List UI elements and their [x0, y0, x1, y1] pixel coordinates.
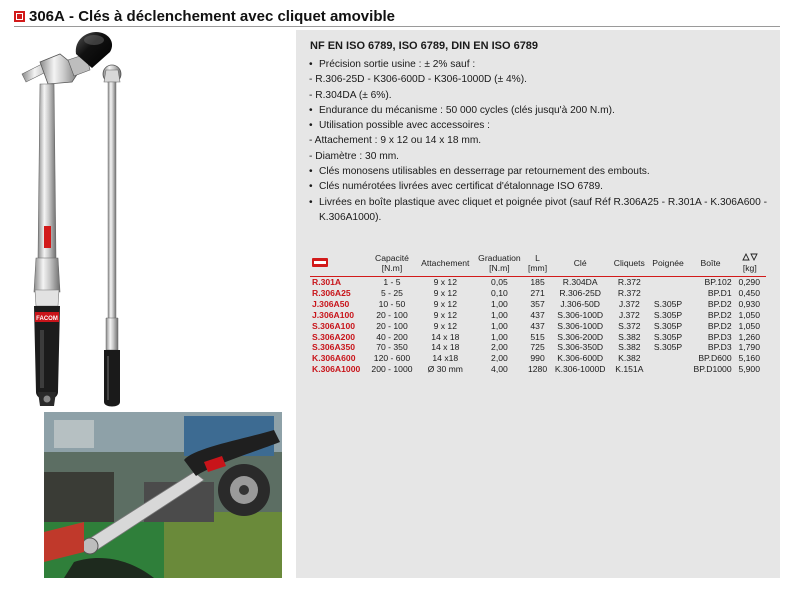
weight-cell: 1,790 [738, 342, 760, 353]
weight-cell: 1,260 [738, 331, 760, 342]
cle-cell: S.306-200D [557, 331, 604, 342]
cle-cell: K.306-600D [557, 353, 604, 364]
graduation-cell: 2,00 [491, 353, 508, 364]
cliquets-cell: S.382 [618, 342, 641, 353]
sd-logo-icon [312, 258, 328, 267]
graduation-cell: 1,00 [491, 320, 508, 331]
weight-cell: 5,160 [738, 353, 760, 364]
capacite-cell: 70 - 350 [376, 342, 408, 353]
title-marker-icon [14, 11, 25, 22]
page-title: - Clés à déclenchement avec cliquet amovible [64, 7, 395, 25]
attachement-cell: 9 x 12 [433, 320, 457, 331]
col-cle: Clé [550, 250, 610, 277]
cle-cell: K.306-1000D [554, 364, 606, 375]
spec-item: • Clés numérotées livrées avec certificat d'étalonnage ISO 6789. [309, 181, 603, 193]
length-cell: 185 [530, 277, 545, 287]
spec-item: - Attachement : 9 x 12 ou 14 x 18 mm. [309, 135, 482, 147]
ref-cell: R.301A [312, 277, 342, 287]
cliquets-cell: S.382 [618, 331, 641, 342]
table-row [310, 342, 766, 353]
cle-cell: R.304DA [562, 277, 598, 287]
spec-item: • Endurance du mécanisme : 50 000 cycles (clés jusqu'à 200 N.m). [309, 104, 615, 116]
boite-cell: BP.D600 [698, 353, 732, 364]
capacite-cell: 40 - 200 [376, 331, 408, 342]
attachement-cell: 9 x 12 [433, 277, 457, 287]
title-code: 306A [29, 7, 65, 25]
cliquets-cell: S.372 [618, 320, 641, 331]
table-row [310, 310, 766, 321]
page-title-bar [14, 6, 780, 27]
col-length: L [mm] [525, 250, 550, 277]
ref-cell: J.306A50 [312, 298, 350, 309]
capacite-cell: 20 - 100 [376, 320, 408, 331]
cliquets-cell: J.372 [618, 298, 640, 309]
boite-cell: BP.D2 [707, 309, 732, 320]
graduation-cell: 1,00 [491, 309, 508, 320]
cle-cell: S.306-100D [557, 309, 604, 320]
ref-cell: R.306A25 [312, 287, 351, 298]
ref-cell: K.306A1000 [312, 364, 361, 375]
weight-cell: 5,900 [738, 364, 760, 375]
graduation-cell: 1,00 [491, 298, 508, 309]
length-cell: 515 [530, 331, 545, 342]
weight-cell: 1,050 [738, 320, 760, 331]
ref-cell: K.306A600 [312, 353, 356, 364]
ref-cell: S.306A200 [312, 331, 356, 342]
spec-item: • Livrées en boîte plastique avec cliquet et poignée pivot (sauf Réf R.306A25 - R.301A - K.306A600 - K.306A1000). [309, 196, 767, 223]
table-row [310, 321, 766, 332]
attachement-cell: 14 x18 [432, 353, 459, 364]
reference-table [310, 250, 766, 375]
attachement-cell: 9 x 12 [433, 309, 457, 320]
weight-cell: 0,290 [738, 277, 760, 287]
spec-item: - R.304DA (± 6%). [309, 89, 392, 101]
table-row [310, 299, 766, 310]
table-row [310, 332, 766, 343]
graduation-cell: 4,00 [491, 364, 508, 375]
col-weight: [kg] [734, 250, 766, 277]
length-cell: 357 [530, 298, 545, 309]
boite-cell: BP.D2 [707, 298, 732, 309]
weight-cell: 1,050 [738, 309, 760, 320]
attachement-cell: 14 x 18 [431, 331, 460, 342]
weight-icon [742, 253, 758, 261]
graduation-cell: 1,00 [491, 331, 508, 342]
cliquets-cell: R.372 [617, 287, 641, 298]
capacite-cell: 10 - 50 [378, 298, 406, 309]
weight-cell: 0,450 [738, 287, 760, 298]
standards-heading: NF EN ISO 6789, ISO 6789, DIN EN ISO 6789 [310, 40, 539, 52]
length-cell: 1280 [528, 364, 548, 375]
col-graduation: Graduation [N.m] [474, 250, 525, 277]
cle-cell: S.306-350D [557, 342, 604, 353]
poignee-cell: S.305P [653, 342, 683, 353]
attachement-cell: 14 x 18 [431, 342, 460, 353]
table-row [310, 364, 766, 375]
spec-list [309, 57, 771, 225]
poignee-cell [649, 364, 688, 375]
length-cell: 725 [530, 342, 545, 353]
col-poignee: Poignée [649, 250, 688, 277]
attachement-cell: 9 x 12 [433, 287, 457, 298]
spec-item: • Clés monosens utilisables en desserrage par retournement des embouts. [309, 166, 650, 178]
length-cell: 437 [530, 309, 545, 320]
capacite-cell: 200 - 1000 [371, 364, 413, 375]
workshop-photo [44, 412, 282, 578]
brand-logo-header [310, 250, 367, 277]
table-row [310, 353, 766, 364]
attachement-cell: Ø 30 mm [427, 364, 463, 375]
spec-panel [296, 30, 780, 578]
spec-item: - R.306-25D - K306-600D - K306-1000D (± 4%). [309, 74, 527, 86]
torque-wrench-image [14, 30, 292, 410]
poignee-cell: S.305P [653, 298, 683, 309]
poignee-cell [649, 288, 688, 299]
boite-cell: BP.D3 [707, 342, 732, 353]
cle-cell: J.306-50D [560, 298, 600, 309]
length-cell: 437 [530, 320, 545, 331]
large-wrench [22, 32, 112, 406]
poignee-cell [649, 277, 688, 288]
col-attachement: Attachement [417, 250, 474, 277]
capacite-cell: 120 - 600 [373, 353, 411, 364]
graduation-cell: 0,10 [491, 287, 508, 298]
poignee-cell [649, 353, 688, 364]
cliquets-cell: K.151A [615, 364, 644, 375]
cliquets-cell: K.382 [618, 353, 641, 364]
poignee-cell: S.305P [653, 320, 683, 331]
boite-cell: BP.D3 [707, 331, 732, 342]
poignee-cell: S.305P [653, 331, 683, 342]
cle-cell: R.306-25D [559, 287, 601, 298]
boite-cell: BP.D2 [707, 320, 732, 331]
ref-cell: S.306A100 [312, 320, 356, 331]
attachement-cell: 9 x 12 [433, 298, 457, 309]
length-cell: 990 [530, 353, 545, 364]
poignee-cell: S.305P [653, 309, 683, 320]
capacite-cell: 20 - 100 [376, 309, 408, 320]
capacite-cell: 5 - 25 [380, 287, 403, 298]
boite-cell: BP.102 [704, 277, 732, 287]
col-cliquets: Cliquets [610, 250, 648, 277]
length-cell: 271 [530, 287, 545, 298]
table-row [310, 288, 766, 299]
ref-cell: S.306A350 [312, 342, 356, 353]
boite-cell: BP.D1000 [693, 364, 732, 375]
ref-cell: J.306A100 [312, 309, 355, 320]
wrench-brand-label: FACOM [36, 316, 58, 322]
boite-cell: BP.D1 [707, 287, 732, 298]
cliquets-cell: R.372 [617, 277, 641, 287]
col-boite: Boîte [688, 250, 734, 277]
cliquets-cell: J.372 [618, 309, 640, 320]
table-header-row [310, 250, 766, 277]
graduation-cell: 2,00 [491, 342, 508, 353]
spec-item: • Précision sortie usine : ± 2% sauf : [309, 59, 476, 70]
spec-item: - Diamètre : 30 mm. [309, 150, 400, 162]
table-row [310, 277, 766, 288]
weight-cell: 0,930 [738, 298, 760, 309]
col-capacite: Capacité [N.m] [367, 250, 416, 277]
graduation-cell: 0,05 [491, 277, 508, 287]
small-wrench [103, 65, 121, 407]
spec-item: • Utilisation possible avec accessoires : [309, 120, 490, 132]
capacite-cell: 1 - 5 [383, 277, 401, 287]
cle-cell: S.306-100D [557, 320, 604, 331]
